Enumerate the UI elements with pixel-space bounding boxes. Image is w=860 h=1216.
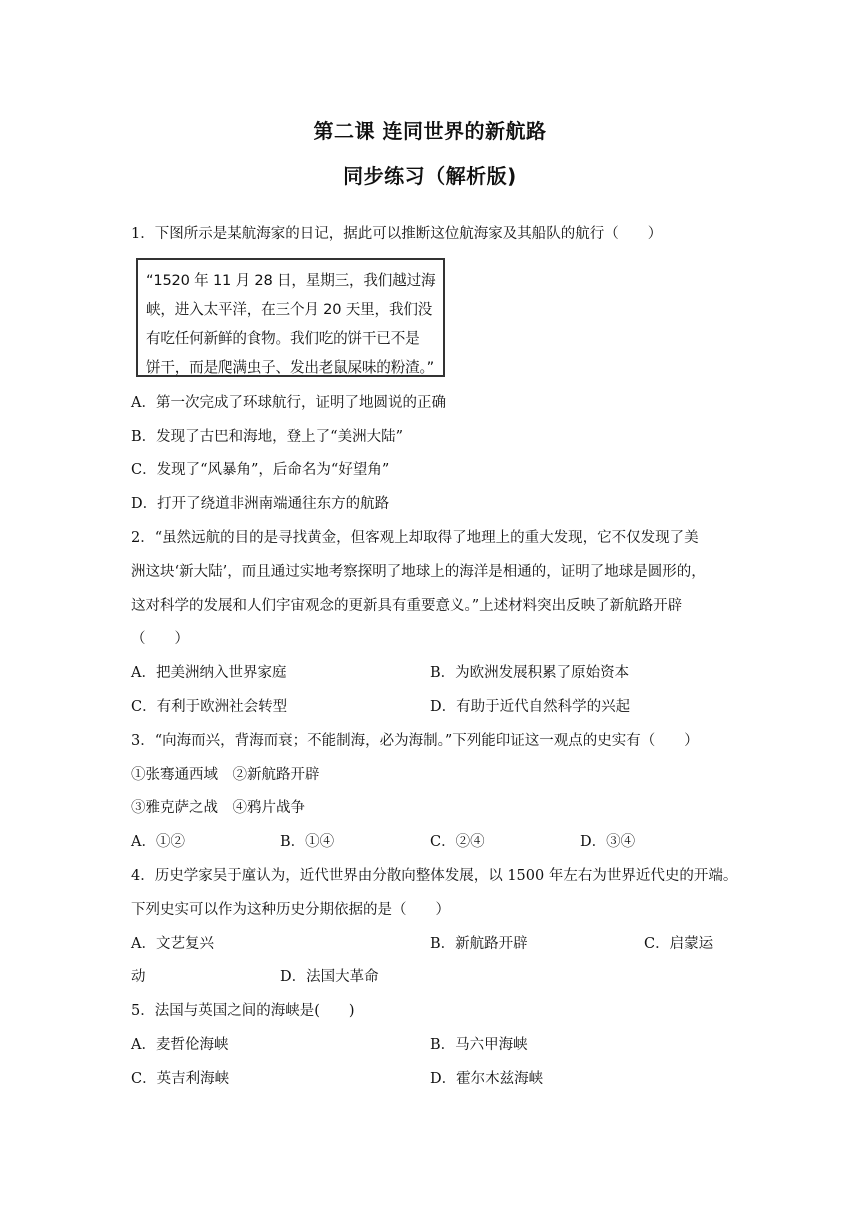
- q3-items-line: ③雅克萨之战 ④鸦片战争: [131, 800, 305, 816]
- q2-options-row-1: [131, 663, 731, 683]
- page-subtitle: 同步练习（解析版): [343, 164, 517, 188]
- q5-option-d: D．霍尔木兹海峡: [430, 1071, 544, 1087]
- q2-option-b: B．为欧洲发展积累了原始资本: [430, 665, 630, 681]
- q4-options-row-1: [131, 934, 731, 954]
- q1-quote-line: 峡，进入太平洋，在三个月 20 天里，我们没: [146, 301, 433, 318]
- q3-stem: 3．“向海而兴，背海而衰；不能制海，必为海制。”下列能印证这一观点的史实有（ ）: [131, 733, 699, 749]
- q4-options-row-2: [131, 967, 731, 987]
- q1-option-b: B．发现了古巴和海地，登上了“美洲大陆”: [131, 429, 403, 445]
- q2-stem-line: 2．“虽然远航的目的是寻找黄金，但客观上却取得了地理上的重大发现，它不仅发现了美: [131, 530, 699, 546]
- q1-option-a: A．第一次完成了环球航行，证明了地圆说的正确: [131, 395, 446, 411]
- q2-stem-line: 这对科学的发展和人们宇宙观念的更新具有重要意义。”上述材料突出反映了新航路开辟: [131, 598, 683, 614]
- q5-options-row-1: [131, 1035, 731, 1055]
- q2-stem-line: 洲这块‘新大陆’，而且通过实地考察探明了地球上的海洋是相通的，证明了地球是圆形的，: [131, 564, 706, 580]
- q1-diary-quote-box: [136, 258, 445, 377]
- q5-option-a: A．麦哲伦海峡: [131, 1037, 229, 1053]
- q4-option-c: C．启蒙运: [644, 936, 714, 952]
- q4-stem-line: 4．历史学家吴于廑认为，近代世界由分散向整体发展，以 1500 年左右为世界近代史的开端。: [131, 868, 738, 884]
- q3-option-b: B．①④: [280, 834, 335, 850]
- q3-option-d: D．③④: [580, 834, 636, 850]
- q4-option-a: A．文艺复兴: [131, 936, 214, 952]
- q4-stem-line: 下列史实可以作为这种历史分期依据的是（ ）: [131, 902, 450, 918]
- q1-quote-line: 有吃任何新鲜的食物。我们吃的饼干已不是: [146, 330, 420, 347]
- q5-options-row-2: [131, 1069, 731, 1089]
- q2-option-c: C．有利于欧洲社会转型: [131, 699, 288, 715]
- q2-stem-line: （ ）: [131, 631, 189, 647]
- q4-option-d: D．法国大革命: [280, 969, 379, 985]
- q5-stem: 5．法国与英国之间的海峡是( ): [131, 1003, 355, 1019]
- q3-option-a: A．①②: [131, 834, 185, 850]
- q1-quote-line: 饼干，而是爬满虫子、发出老鼠屎味的粉渣。”: [146, 359, 434, 376]
- q2-option-a: A．把美洲纳入世界家庭: [131, 665, 287, 681]
- q2-options-row-2: [131, 697, 731, 717]
- q4-option-b: B．新航路开辟: [430, 936, 528, 952]
- q1-option-c: C．发现了“风暴角”，后命名为“好望角”: [131, 462, 390, 478]
- q3-items-line: ①张骞通西域 ②新航路开辟: [131, 767, 320, 783]
- q5-option-b: B．马六甲海峡: [430, 1037, 528, 1053]
- q3-option-c: C．②④: [430, 834, 485, 850]
- q5-option-c: C．英吉利海峡: [131, 1071, 230, 1087]
- q1-quote-line: “1520 年 11 月 28 日，星期三，我们越过海: [146, 272, 436, 289]
- q1-option-d: D．打开了绕道非洲南端通往东方的航路: [131, 496, 390, 512]
- q2-option-d: D．有助于近代自然科学的兴起: [430, 699, 631, 715]
- page-title: 第二课 连同世界的新航路: [313, 119, 547, 143]
- q3-options-row: [131, 832, 731, 852]
- q4-option-c-wrap: 动: [131, 969, 146, 985]
- q1-stem: 1．下图所示是某航海家的日记，据此可以推断这位航海家及其船队的航行（ ）: [131, 226, 663, 242]
